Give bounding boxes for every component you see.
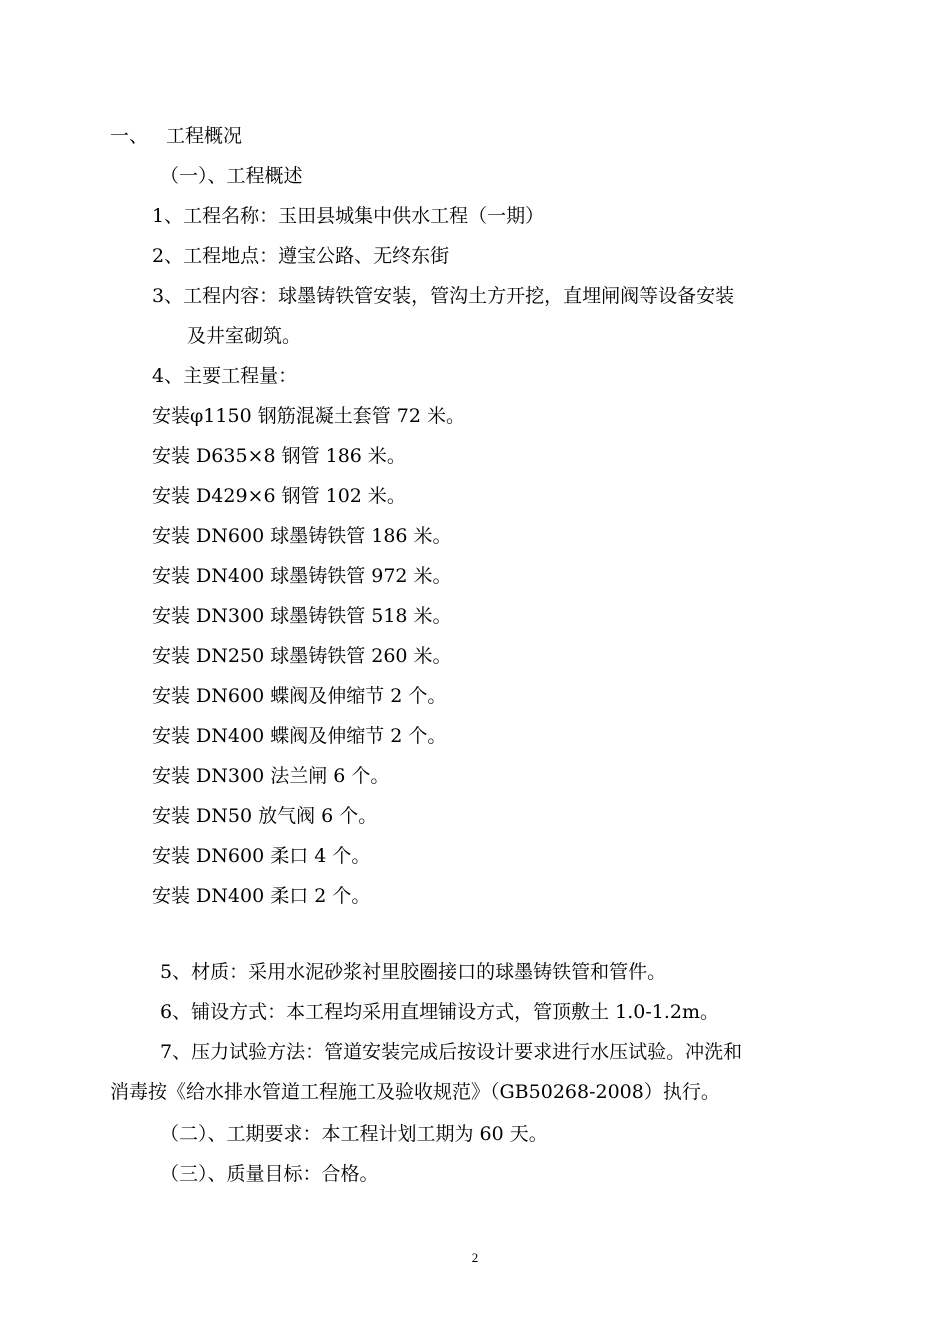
quantity-line: 安装 DN400 球墨铸铁管 972 米。 <box>152 565 452 587</box>
section-title: 工程概况 <box>166 125 243 147</box>
item-pressure-test: 7、压力试验方法：管道安装完成后按设计要求进行水压试验。冲洗和 <box>160 1041 743 1063</box>
quantity-line: 安装 DN600 蝶阀及伸缩节 2 个。 <box>152 685 447 707</box>
item-project-location: 2、工程地点：遵宝公路、无终东街 <box>152 245 450 267</box>
quantity-line: 安装 D429×6 钢管 102 米。 <box>152 485 406 507</box>
section-number: 一、 <box>110 125 149 147</box>
subsection-quality: （三）、质量目标：合格。 <box>160 1163 379 1185</box>
item-pressure-test-cont: 消毒按《给水排水管道工程施工及验收规范》（GB50268-2008）执行。 <box>110 1081 720 1103</box>
quantity-line: 安装 DN50 放气阀 6 个。 <box>152 805 378 827</box>
subsection-heading-overview: （一）、工程概述 <box>160 165 303 187</box>
quantity-line: 安装φ1150 钢筋混凝土套管 72 米。 <box>152 405 465 427</box>
quantity-line: 安装 DN600 柔口 4 个。 <box>152 845 371 867</box>
item-project-name: 1、工程名称：玉田县城集中供水工程（一期） <box>152 205 545 227</box>
quantity-line: 安装 DN300 法兰闸 6 个。 <box>152 765 390 787</box>
page-number: 2 <box>471 1250 479 1265</box>
quantity-line: 安装 DN250 球墨铸铁管 260 米。 <box>152 645 452 667</box>
item-project-content-cont: 及井室砌筑。 <box>187 325 302 347</box>
quantity-line: 安装 DN400 柔口 2 个。 <box>152 885 371 907</box>
item-main-quantities: 4、主要工程量： <box>152 365 298 387</box>
subsection-schedule: （二）、工期要求：本工程计划工期为 60 天。 <box>160 1123 548 1145</box>
item-project-content: 3、工程内容：球墨铸铁管安装，管沟土方开挖，直埋闸阀等设备安装 <box>152 285 735 307</box>
quantity-line: 安装 DN300 球墨铸铁管 518 米。 <box>152 605 452 627</box>
quantity-line: 安装 D635×8 钢管 186 米。 <box>152 445 406 467</box>
item-laying-method: 6、铺设方式：本工程均采用直埋铺设方式，管顶敷土 1.0-1.2m。 <box>160 1001 719 1023</box>
quantity-line: 安装 DN400 蝶阀及伸缩节 2 个。 <box>152 725 447 747</box>
item-material: 5、材质：采用水泥砂浆衬里胶圈接口的球墨铸铁管和管件。 <box>160 961 667 983</box>
quantity-line: 安装 DN600 球墨铸铁管 186 米。 <box>152 525 452 547</box>
